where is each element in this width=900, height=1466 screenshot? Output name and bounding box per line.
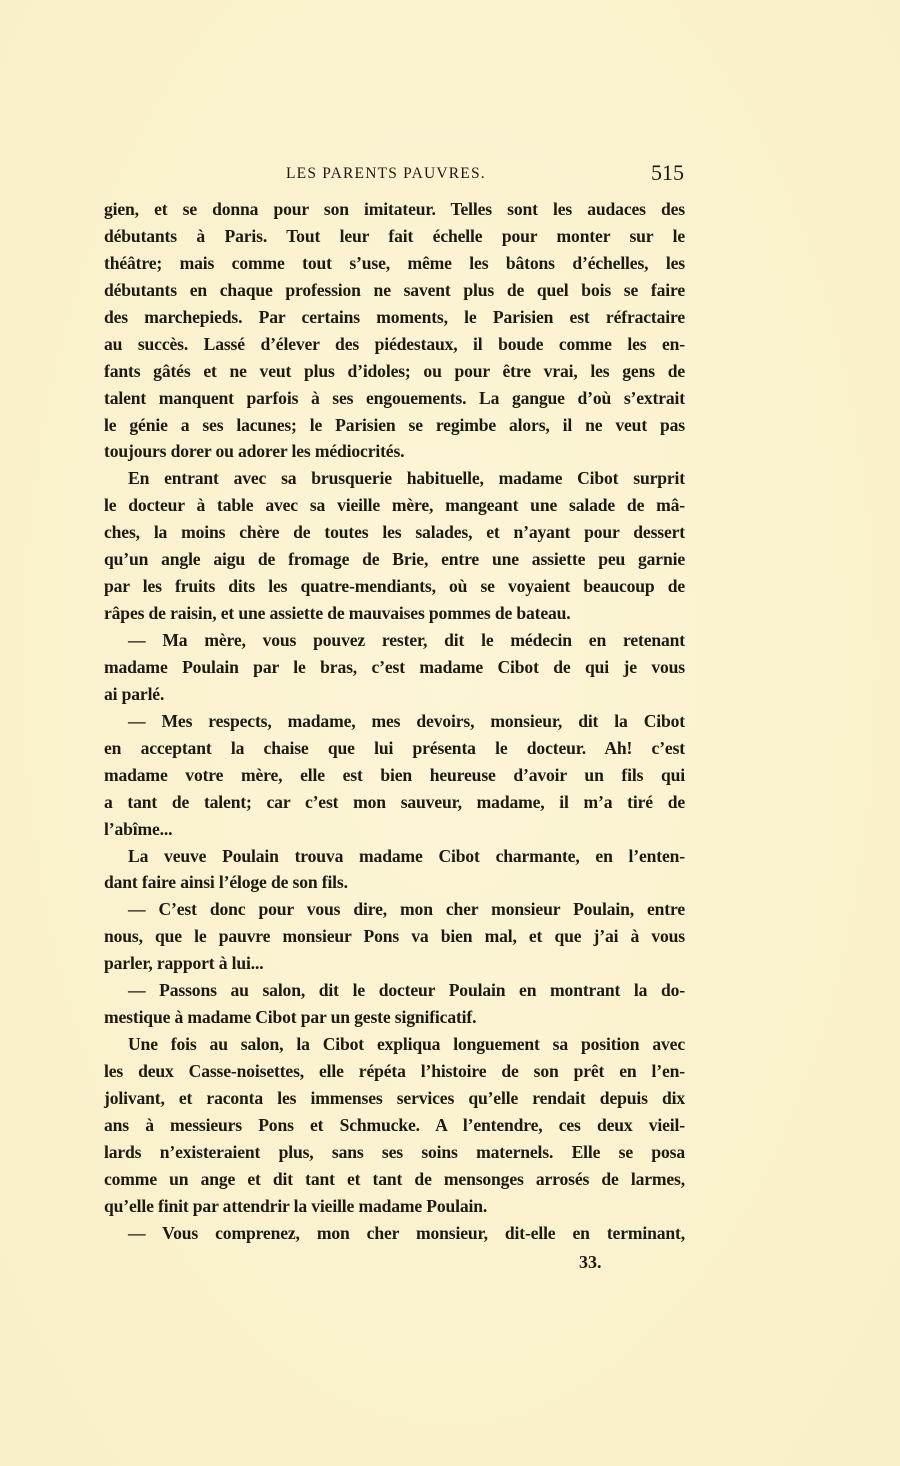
text-line: jolivant, et raconta les immenses services qu’elle rendait depuis dix xyxy=(104,1087,685,1108)
text-line: théâtre; mais comme tout s’use, même les bâtons d’échelles, les xyxy=(104,252,685,273)
text-line: — C’est donc pour vous dire, mon cher monsieur Poulain, entre xyxy=(128,899,685,920)
text-line: a tant de talent; car c’est mon sauveur, madame, il m’a tiré de xyxy=(104,791,685,812)
text-line: lards n’existeraient plus, sans ses soins maternels. Elle se posa xyxy=(104,1141,685,1162)
text-line: comme un ange et dit tant et tant de mensonges arrosés de larmes, xyxy=(104,1168,685,1189)
text-line: râpes de raisin, et une assiette de mauvaises pommes de bateau. xyxy=(104,603,571,624)
text-line: fants gâtés et ne veut plus d’idoles; ou pour être vrai, les gens de xyxy=(104,360,685,381)
text-line: des marchepieds. Par certains moments, le Parisien est réfractaire xyxy=(104,306,685,327)
text-line: gien, et se donna pour son imitateur. Telles sont les audaces des xyxy=(104,199,685,219)
text-line: madame Poulain par le bras, c’est madame Cibot de qui je vous xyxy=(104,656,685,677)
text-line: Une fois au salon, la Cibot expliqua longuement sa position avec xyxy=(128,1034,685,1055)
text-line: au succès. Lassé d’élever des piédestaux, il boude comme les en- xyxy=(104,333,685,354)
text-line: dant faire ainsi l’éloge de son fils. xyxy=(104,872,348,893)
text-line: qu’un angle aigu de fromage de Brie, entre une assiette peu garnie xyxy=(104,549,685,570)
running-title: LES PARENTS PAUVRES. xyxy=(286,165,486,182)
text-line: ans à messieurs Pons et Schmucke. A l’entendre, ces deux vieil- xyxy=(104,1114,685,1135)
text-line: — Vous comprenez, mon cher monsieur, dit-elle en terminant, xyxy=(128,1222,685,1243)
text-line: débutants à Paris. Tout leur fait échelle pour monter sur le xyxy=(104,225,685,246)
page-number: 515 xyxy=(651,160,684,185)
text-line: parler, rapport à lui... xyxy=(104,953,264,974)
text-line: ches, la moins chère de toutes les salades, et n’ayant pour dessert xyxy=(104,522,685,543)
text-line: — Ma mère, vous pouvez rester, dit le médecin en retenant xyxy=(128,630,685,650)
text-line: le génie a ses lacunes; le Parisien se regimbe alors, il ne veut pas xyxy=(104,414,685,435)
body-text xyxy=(104,196,685,1247)
text-line: talent manquent parfois à ses engouements. La gangue d’où s’extrait xyxy=(104,387,685,408)
signature-mark: 33. xyxy=(579,1252,602,1272)
text-line: en acceptant la chaise que lui présenta le docteur. Ah! c’est xyxy=(104,737,685,758)
text-line: mestique à madame Cibot par un geste significatif. xyxy=(104,1007,477,1028)
text-line: La veuve Poulain trouva madame Cibot charmante, en l’enten- xyxy=(128,845,685,866)
text-line: par les fruits dits les quatre-mendiants, où se voyaient beaucoup de xyxy=(104,576,685,597)
text-line: débutants en chaque profession ne savent plus de quel bois se faire xyxy=(104,279,685,300)
text-line: — Passons au salon, dit le docteur Poulain en montrant la do- xyxy=(128,980,685,1001)
text-line: — Mes respects, madame, mes devoirs, monsieur, dit la Cibot xyxy=(128,710,685,731)
text-line: les deux Casse-noisettes, elle répéta l’histoire de son prêt en l’en- xyxy=(104,1061,685,1081)
text-line: madame votre mère, elle est bien heureuse d’avoir un fils qui xyxy=(104,764,685,785)
text-line: qu’elle finit par attendrir la vieille madame Poulain. xyxy=(104,1195,488,1216)
text-line: toujours dorer ou adorer les médiocrités. xyxy=(104,441,405,462)
text-line: En entrant avec sa brusquerie habituelle, madame Cibot surprit xyxy=(128,468,685,489)
text-line: nous, que le pauvre monsieur Pons va bien mal, et que j’ai à vous xyxy=(104,926,685,947)
text-line: ai parlé. xyxy=(104,683,165,704)
text-line: le docteur à table avec sa vieille mère, mangeant une salade de mâ- xyxy=(104,495,685,516)
text-line: l’abîme... xyxy=(104,818,173,839)
page-header xyxy=(104,160,684,189)
